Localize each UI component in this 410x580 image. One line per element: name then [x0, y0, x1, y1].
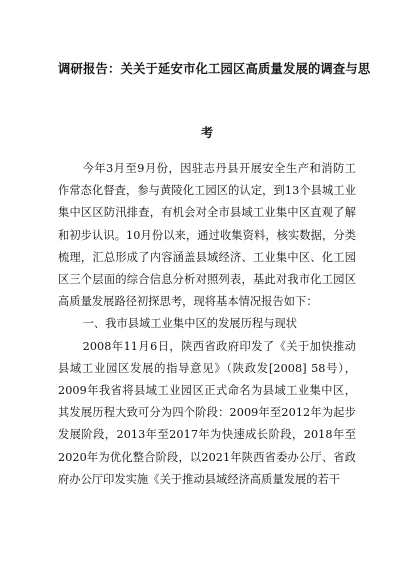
document-title: 调研报告：关关于延安市化工园区高质量发展的调查与思 — [58, 62, 371, 76]
section-heading: 一、我市县域工业集中区的发展历程与现状 — [82, 317, 298, 331]
document-title-continuation: 考 — [200, 126, 214, 140]
history-paragraph: 2008年11月6日，陕西省政府印发了《关于加快推动县域工业园区发展的指导意见》（陕政发[2008] 58号），2009年我省将县域工业园区正式命名为县域工业集中区，其发展历程大致可分为四个阶段：2009年至2012年为起步发展阶段，2013年至2017年为快速成长阶段，2018年至2020年为优化整合阶段，以2021年陕西省委办公厅、省政府办公厅印发实施《关于推动县域经济高质量发展的若干 — [58, 339, 356, 486]
intro-paragraph: 今年3月至9月份，因驻志丹县开展安全生产和消防工作常态化督査，参与黄陵化工园区的认定，到13个县城工业集中区区防汛排查，有机会对全市县域工业集中区直观了解和初步认识。10月份以来，通过收集资料，核实数据，分类梳理，汇总形成了内容涵盖县域经济、工业集中区、化工园区三个层面的综合信息分析对照列表，基此对我市化工园区高质量发展路径初探思考，现将基本情况报告如下： — [58, 162, 356, 309]
